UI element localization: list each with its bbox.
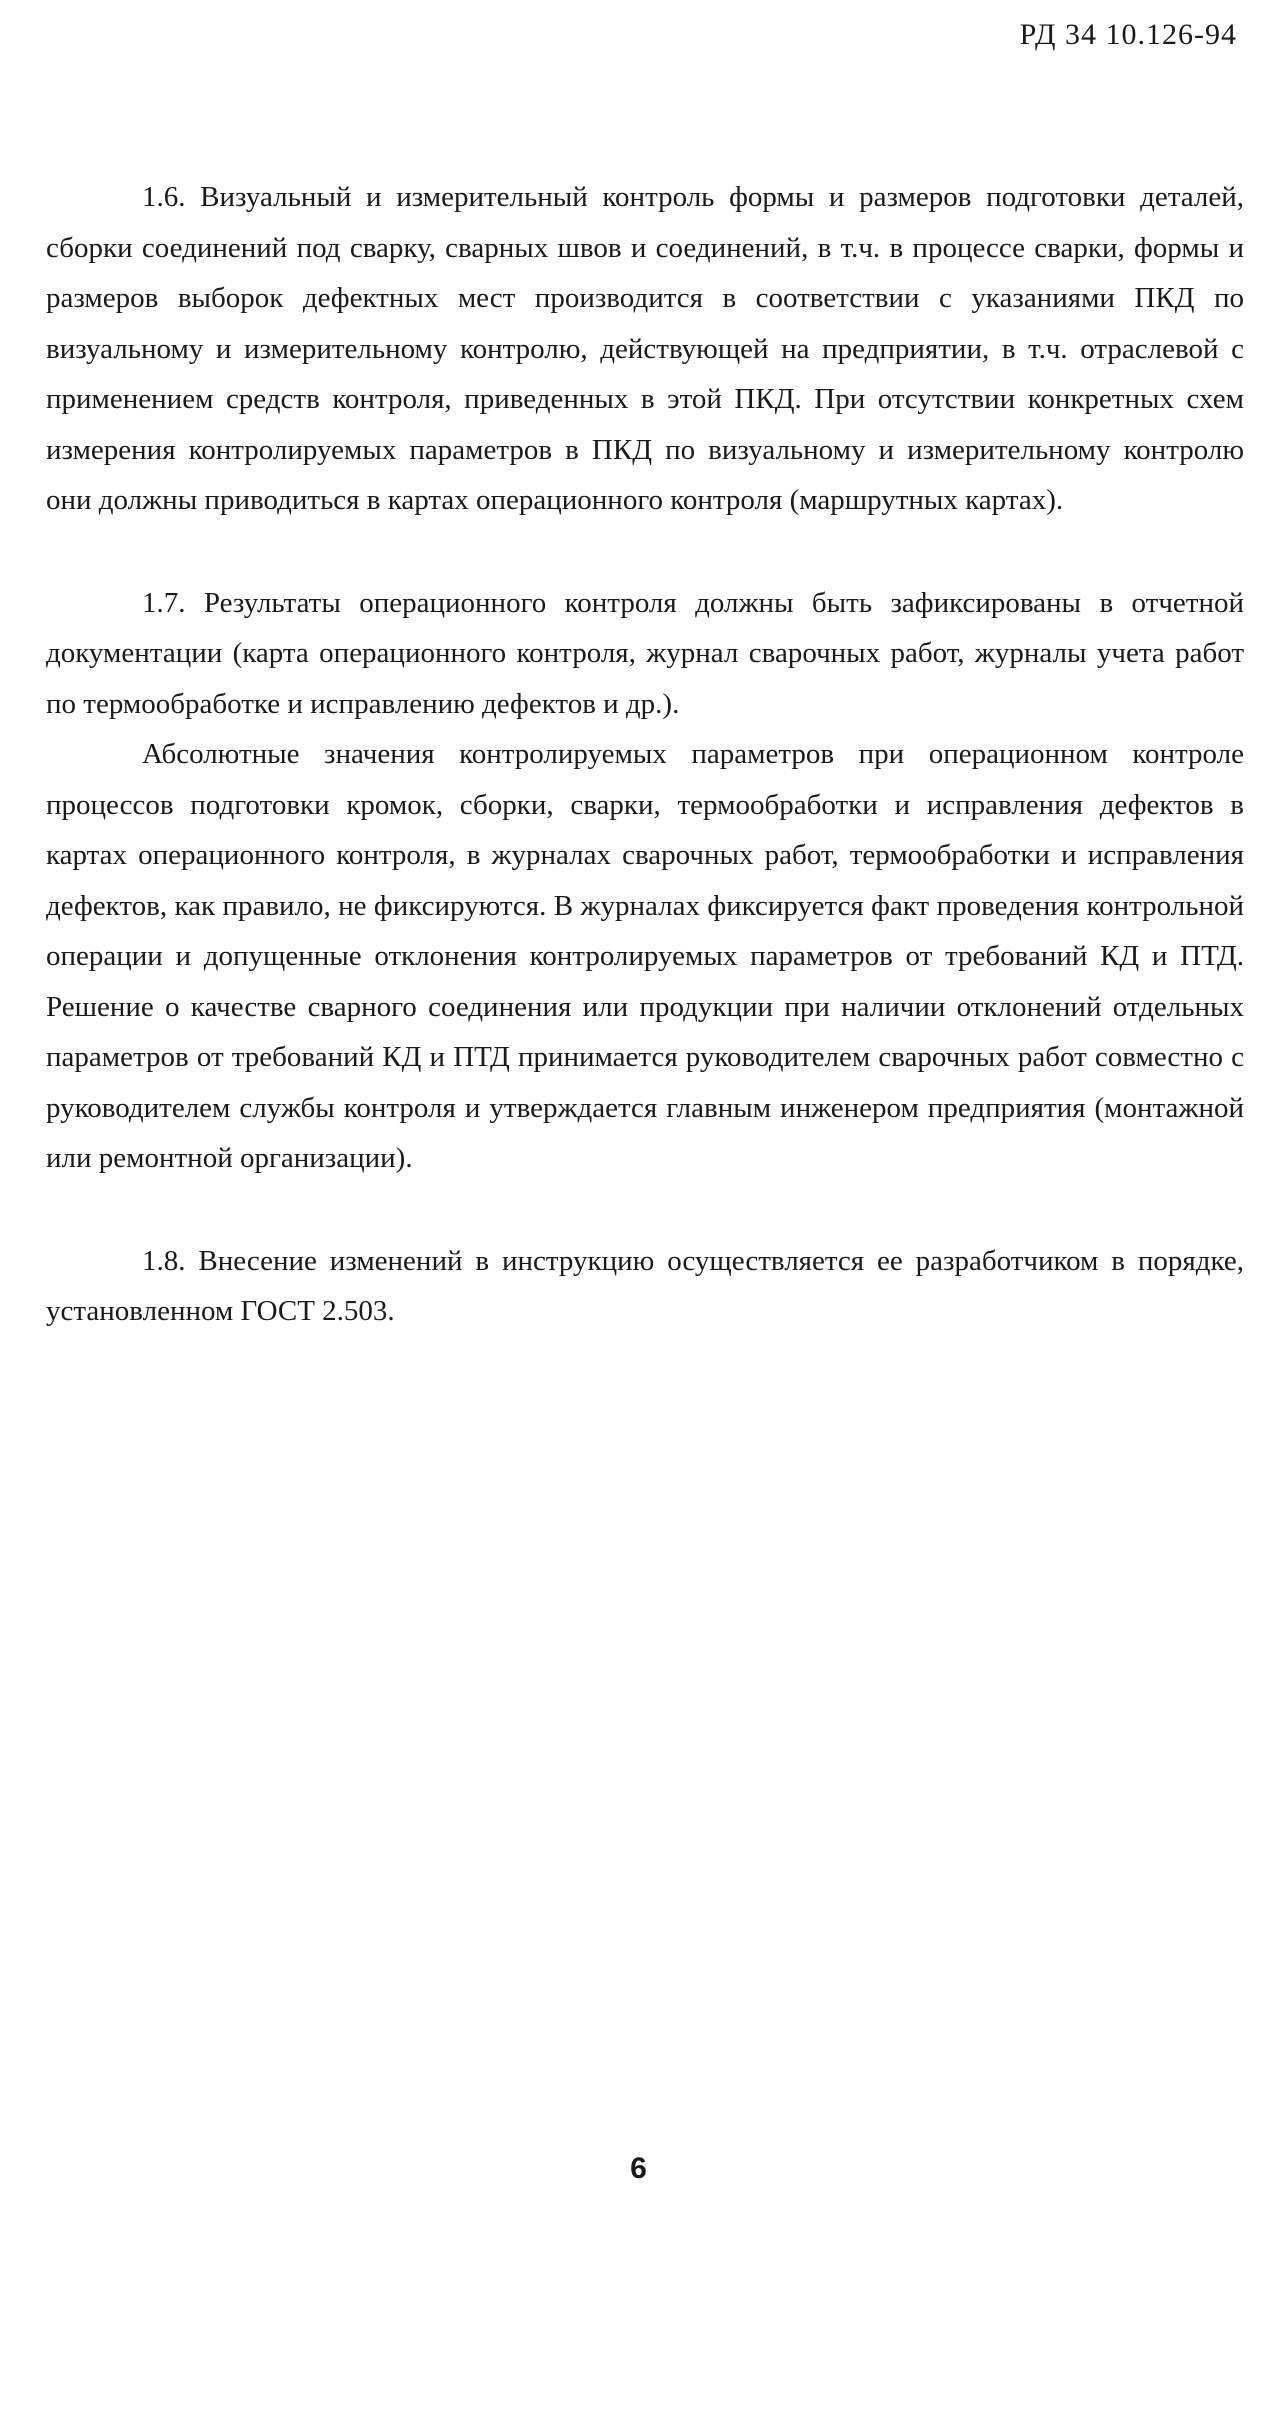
paragraph-absolute-values: Абсолютные значения контролируемых параметров при операционном контроле процессов подготовки кромок, сборки, сварки, термообработки и исправления дефектов в картах операционного контроля, в журналах сварочных работ, термообработки и исправления дефектов, как правило, не фиксируются. В журналах фиксируется факт проведения контрольной операции и допущенные отклонения контролируемых параметров от требований КД и ПТД. Решение о качестве сварного соединения или продукции при наличии отклонений отдельных параметров от требований КД и ПТД принимается руководителем сварочных работ совместно с руководителем службы контроля и утверждается главным инженером предприятия (монтажной или ремонтной организации). [46,738,1244,1174]
page-number: 6 [630,2152,647,2185]
document-code: РД 34 10.126-94 [1019,18,1237,51]
paragraph-1-8: 1.8. Внесение изменений в инструкцию осуществляется ее разработчиком в порядке, установленном ГОСТ 2.503. [46,1244,1244,1327]
paragraph-1-7: 1.7. Результаты операционного контроля должны быть зафиксированы в отчетной документации (карта операционного контроля, журнал сварочных работ, журналы учета работ по термообработке и исправлению дефектов и др.). [46,586,1244,720]
paragraph-1-6: 1.6. Визуальный и измерительный контроль формы и размеров подготовки деталей, сборки соединений под сварку, сварных швов и соединений, в т.ч. в процессе сварки, формы и размеров выборок дефектных мест производится в соответствии с указаниями ПКД по визуальному и измерительному контролю, действующей на предприятии, в т.ч. отраслевой с применением средств контроля, приведенных в этой ПКД. При отсутствии конкретных схем измерения контролируемых параметров в ПКД по визуальному и измерительному контролю они должны приводиться в картах операционного контроля (маршрутных картах). [46,181,1244,516]
document-body [46,172,1244,1337]
